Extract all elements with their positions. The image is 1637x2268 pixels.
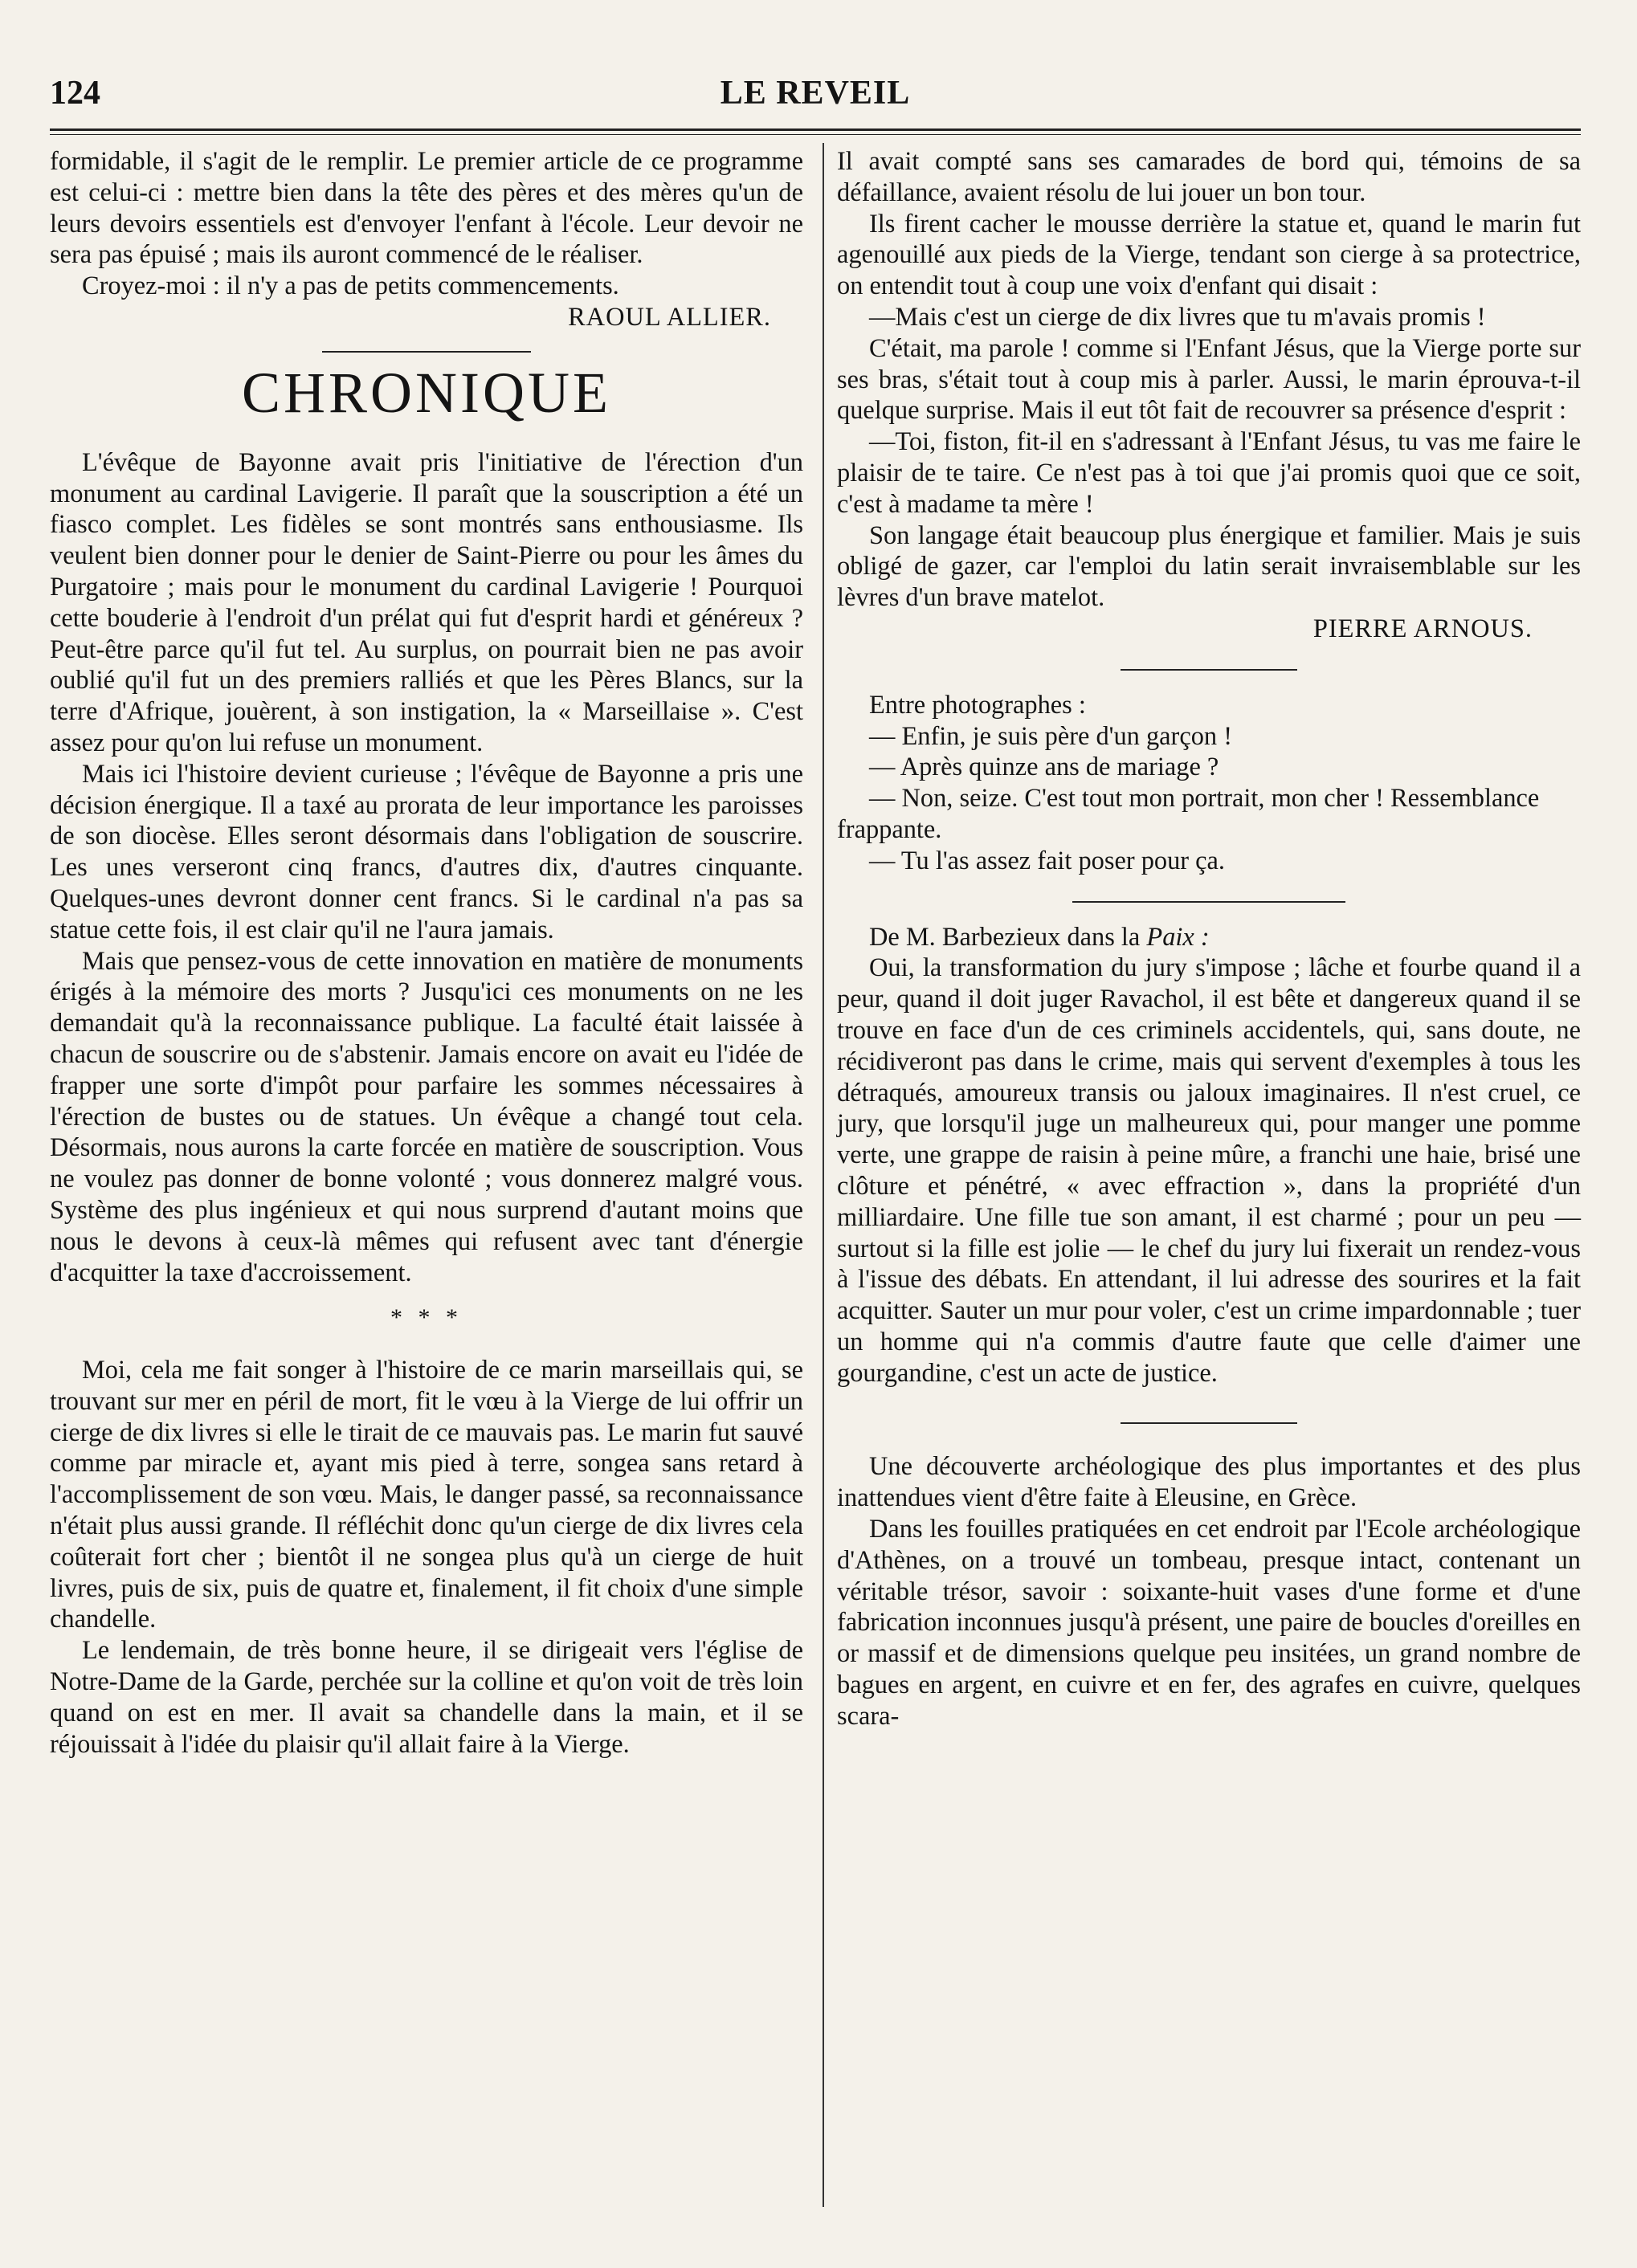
page-header [50, 74, 1581, 122]
dialogue-line: — Non, seize. C'est tout mon portrait, mon cher ! Ressemblance frappante. [837, 784, 1540, 844]
asterism: * * * [390, 1304, 463, 1332]
section-rule [1121, 1422, 1297, 1424]
dialogue-block [837, 690, 1581, 877]
section-rule [1121, 669, 1297, 671]
right-column [837, 146, 1581, 1732]
intro-paragraph: Croyez-moi : il n'y a pas de petits commencements. [82, 271, 619, 301]
chronique-paragraph: L'évêque de Bayonne avait pris l'initiative de l'érection d'un monument au cardinal Lavigerie. Il paraît que la souscription a été un fiasco complet. Les fidèles se sont montrés sans enthousiasme. Ils veulent bien donner pour le denier de Saint-Pierre ou pour les âmes du Purgatoire ; mais pour le monument du cardinal Lavigerie ! Pourquoi cette bouderie à l'endroit d'un prélat qui fut d'esprit hardi et généreux ? Peut-être parce qu'il fut tel. Au surplus, on pourrait bien ne pas avoir oublié qu'il fut un des premiers ralliés et que les Pères Blancs, sur la terre d'Afrique, jouèrent, à son instigation, la « Marseillaise ». C'est assez pour qu'on lui refuse un monument. [50, 447, 803, 757]
dialogue-line: — Enfin, je suis père d'un garçon ! [869, 721, 1232, 751]
eleusine-paragraph: Dans les fouilles pratiquées en cet endroit par l'Ecole archéologique d'Athènes, on a trouvé un tombeau, presque intact, contenant un véritable trésor, savoir : soixante-huit vases d'une forme et d'une fabrication inconnues jusqu'à présent, une paire de boucles d'oreilles en or massif et de dimensions quelque peu insitées, un grand nombre de bagues en argent, en cuivre et en fer, des agrafes en cuivre, quelques scara- [837, 1515, 1581, 1731]
section-rule [322, 351, 531, 353]
story-paragraph: Il avait compté sans ses camarades de bord qui, témoins de sa défaillance, avaient résolu de lui jouer un bon tour. [837, 147, 1581, 207]
paix-intro-text: De M. Barbezieux dans la [869, 922, 1141, 952]
story-paragraph: Ils firent cacher le mousse derrière la statue et, quand le marin fut agenouillé aux pieds de la Vierge, tendant son cierge à sa protectrice, on entendit tout à coup une voix d'enfant qui disait : [837, 209, 1581, 301]
section-rule [1072, 901, 1345, 903]
marin-paragraph: Le lendemain, de très bonne heure, il se dirigeait vers l'église de Notre-Dame de la Garde, perchée sur la colline et qu'on voit de très loin quand on est en mer. Il avait sa chandelle dans la main, et il se réjouissait à l'idée du plaisir qu'il allait faire à la Vierge. [50, 1636, 803, 1759]
intro-signature: RAOUL ALLIER. [568, 302, 771, 332]
section-title: CHRONIQUE [242, 360, 611, 425]
dialogue-line: — Après quinze ans de mariage ? [869, 753, 1219, 782]
paix-paragraph: Oui, la transformation du jury s'impose ; lâche et fourbe quand il a peur, quand il doit juger Ravachol, il est bête et dangereux quand il se trouve en face d'un de ces criminels accidentels, qui, sans doute, ne récidiveront pas dans le crime, mais qui servent d'exemples à tous les détraqués, amoureux transis ou jaloux imaginaires. Il n'est cruel, ce jury, que lorsqu'il juge un malheureux qui, pour manger une pomme verte, une grappe de raisin à peine mûre, a franchi une haie, brisé une clôture et pénétré, « avec effraction », dans la propriété d'un milliardaire. Une fille tue son amant, il est charmé ; pour un peu — surtout si la fille est jolie — le chef du jury lui fixerait un rendez-vous à l'issue des débats. En attendant, il lui adresse des sourires et la fait acquitter. Sauter un mur pour voler, c'est un crime impardonnable ; tuer un homme qui n'a commis d'autre faute que celle d'aimer une gourgandine, c'est un acte de justice. [837, 953, 1581, 1388]
story-paragraph: C'était, ma parole ! comme si l'Enfant Jésus, que la Vierge porte sur ses bras, s'était tout à coup mis à parler. Aussi, le marin éprouva-t-il quelque surprise. Mais il eut tôt fait de recouvrer sa présence d'esprit : [837, 333, 1581, 426]
eleusine-paragraph: Une découverte archéologique des plus importantes et des plus inattendues vient d'être faite à Eleusine, en Grèce. [837, 1452, 1581, 1513]
header-rule [50, 128, 1581, 131]
dialogue-line: Entre photographes : [869, 690, 1086, 720]
marin-paragraph: Moi, cela me fait songer à l'histoire de ce marin marseillais qui, se trouvant sur mer en péril de mort, fit le vœu à la Vierge de lui offrir un cierge de dix livres si elle le tirait de ce mauvais pas. Le marin fut sauvé comme par miracle et, ayant mis pied à terre, songea sans retard à l'accomplissement de son vœu. Mais, le danger passé, sa reconnaissance n'était plus aussi grande. Il réfléchit donc qu'un cierge de dix livres cela coûterait fort cher ; bientôt il ne songea plus qu'à un cierge de huit livres, puis de six, puis de quatre et, finalement, il fit choix d'une simple chandelle. [50, 1356, 803, 1634]
story-paragraph: —Toi, fiston, fit-il en s'adressant à l'Enfant Jésus, tu vas me faire le plaisir de te taire. Ce n'est pas à toi que j'ai promis quoi que ce soit, c'est à madame ta mère ! [837, 427, 1581, 519]
story-paragraph: Son langage était beaucoup plus énergique et familier. Mais je suis obligé de gazer, car l'emploi du latin serait invraisemblable sur les lèvres d'un brave matelot. [837, 520, 1581, 613]
left-column [50, 146, 803, 1760]
chronique-paragraph: Mais que pensez-vous de cette innovation en matière de monuments érigés à la mémoire des morts ? Jusqu'ici ces monuments on ne les demandait qu'à la reconnaissance publique. La faculté était laissée à chacun de souscrire ou de s'abstenir. Jamais encore on avait eu l'idée de frapper une sorte d'impôt pour parfaire les sommes nécessaires à l'érection de bustes ou de statues. Un évêque a changé tout cela. Désormais, nous aurons la carte forcée en matière de souscription. Vous ne voulez pas donner de bonne volonté ; vous donnerez malgré vous. Système des plus ingénieux et qui nous surprend d'autant moins que nous le devons à ceux-là mêmes qui refusent avec tant d'énergie d'acquitter la taxe d'accroissement. [50, 946, 803, 1287]
story-paragraph: —Mais c'est un cierge de dix livres que tu m'avais promis ! [869, 302, 1486, 332]
dialogue-line: — Tu l'as assez fait poser pour ça. [869, 846, 1226, 875]
page-number: 124 [50, 75, 100, 112]
running-title: LE REVEIL [720, 75, 911, 112]
paix-intro [837, 922, 1581, 953]
intro-paragraph: formidable, il s'agit de le remplir. Le premier article de ce programme est celui-ci : mettre bien dans la tête des pères et des mères qu'un de leurs devoirs essentiels est d'envoyer l'enfant à l'école. Leur devoir ne sera pas épuisé ; mais ils auront commencé de le réaliser. [50, 147, 803, 270]
story-signature: PIERRE ARNOUS. [1312, 614, 1533, 643]
paix-source: Paix : [1146, 922, 1210, 952]
header-rule-thin [50, 134, 1581, 135]
chronique-paragraph: Mais ici l'histoire devient curieuse ; l'évêque de Bayonne a pris une décision énergique. Il a taxé au prorata de leur importance les paroisses de son diocèse. Elles seront désormais dans l'obligation de souscrire. Les unes verseront cinq francs, d'autres dix, d'autres cinquante. Quelques-unes devront donner cent francs. Si le cardinal n'a pas sa statue cette fois, il est clair qu'il ne l'aura jamais. [50, 759, 803, 944]
column-divider [823, 143, 824, 2207]
